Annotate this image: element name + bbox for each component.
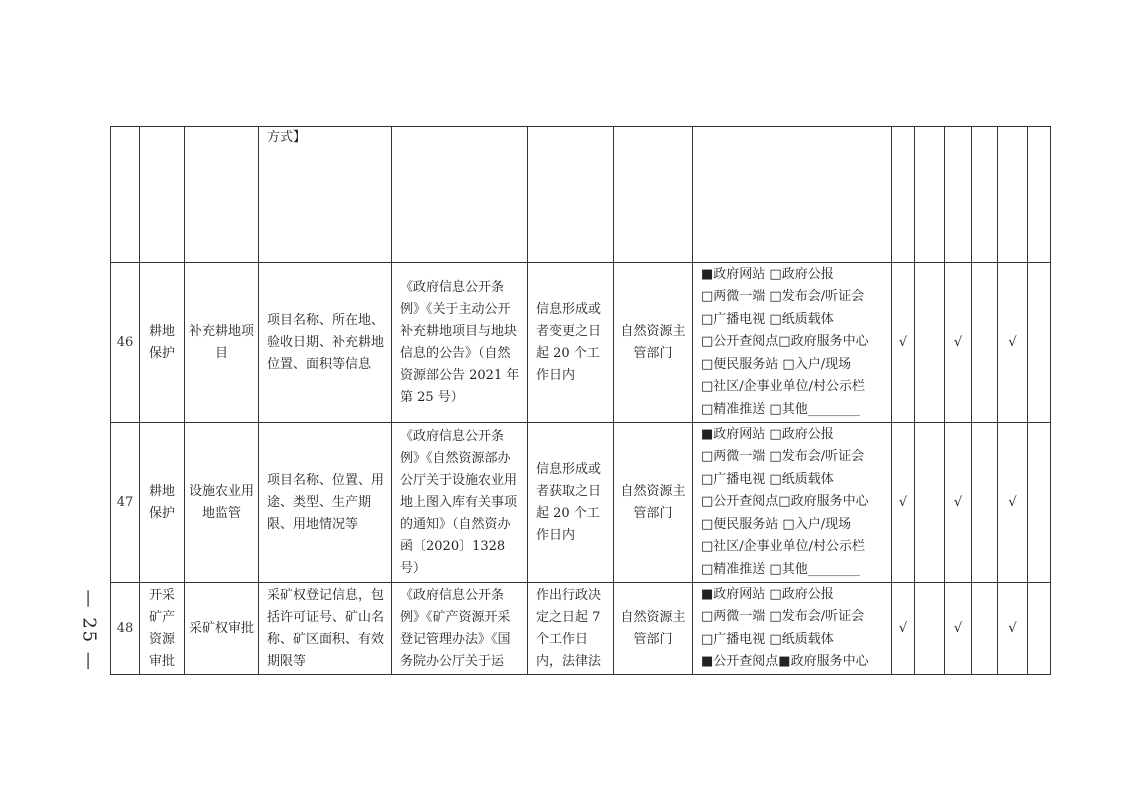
- row-basis: 《政府信息公开条例》《自然资源部办公厅关于设施农业用地上图入库有关事项的通知》（自然资办函〔2020〕1328 号）: [392, 423, 528, 583]
- cell-check: [945, 127, 972, 263]
- row-basis: 《政府信息公开条例》《矿产资源开采登记管理办法》《国务院办公厅关于运: [392, 583, 528, 675]
- channel-line: □公开查阅点□政府服务中心: [701, 494, 869, 510]
- row-subject: 自然资源主管部门: [614, 583, 693, 675]
- channel-line: □精准推送 □其他________: [701, 561, 860, 577]
- check-cell: √: [998, 583, 1028, 675]
- check-cell: [972, 423, 998, 583]
- disclosure-table: [110, 126, 1051, 675]
- row-basis: 《政府信息公开条例》《关于主动公开补充耕地项目与地块信息的公告》（自然资源部公告 2021 年第 25 号）: [392, 263, 528, 423]
- cell-channels: [693, 127, 892, 263]
- channel-line: □两微一端 □发布会/听证会: [701, 609, 865, 625]
- channel-line: □两微一端 □发布会/听证会: [701, 289, 865, 305]
- check-cell: √: [998, 423, 1028, 583]
- table-row: [111, 423, 1051, 583]
- row-item: 设施农业用地监管: [185, 423, 259, 583]
- row-item: 采矿权审批: [185, 583, 259, 675]
- cell-basis: [392, 127, 528, 263]
- row-category: 开采矿产资源审批: [140, 583, 185, 675]
- channel-line: □社区/企事业单位/村公示栏: [701, 379, 866, 395]
- page-number: — 25 —: [78, 589, 100, 672]
- check-cell: [1028, 263, 1051, 423]
- row-category: 耕地保护: [140, 263, 185, 423]
- channel-line: ■政府网站 □政府公报: [701, 586, 834, 602]
- check-cell: √: [945, 583, 972, 675]
- check-cell: √: [892, 423, 915, 583]
- check-cell: [1028, 423, 1051, 583]
- row-number: 46: [111, 263, 140, 423]
- check-cell: √: [892, 583, 915, 675]
- channel-line: ■政府网站 □政府公报: [701, 267, 834, 283]
- channel-line: □便民服务站 □入户/现场: [701, 356, 852, 372]
- cell-check: [915, 127, 945, 263]
- check-cell: [972, 263, 998, 423]
- channel-line: □广播电视 □纸质载体: [701, 631, 834, 647]
- check-cell: [972, 583, 998, 675]
- row-channels: [693, 263, 892, 423]
- cell-check: [972, 127, 998, 263]
- row-subject: 自然资源主管部门: [614, 423, 693, 583]
- table-row: [111, 263, 1051, 423]
- check-cell: [915, 423, 945, 583]
- row-content: 项目名称、所在地、验收日期、补充耕地位置、面积等信息: [259, 263, 392, 423]
- cell-time: [528, 127, 614, 263]
- cell-category: [140, 127, 185, 263]
- cell-item: [185, 127, 259, 263]
- row-channels: [693, 583, 892, 675]
- continued-fragment: 方式】: [267, 130, 307, 145]
- cell-content: [259, 127, 392, 263]
- check-cell: √: [945, 423, 972, 583]
- channel-line: □公开查阅点□政府服务中心: [701, 334, 869, 350]
- row-time: 信息形成或者获取之日起 20 个工作日内: [528, 423, 614, 583]
- row-channels: [693, 423, 892, 583]
- channel-line: ■公开查阅点■政府服务中心: [701, 653, 869, 669]
- row-number: 48: [111, 583, 140, 675]
- row-subject: 自然资源主管部门: [614, 263, 693, 423]
- check-cell: √: [892, 263, 915, 423]
- check-cell: √: [998, 263, 1028, 423]
- cell-subject: [614, 127, 693, 263]
- table-row: [111, 583, 1051, 675]
- channel-line: □广播电视 □纸质载体: [701, 311, 834, 327]
- cell-check: [892, 127, 915, 263]
- row-time: 信息形成或者变更之日起 20 个工作日内: [528, 263, 614, 423]
- row-item: 补充耕地项目: [185, 263, 259, 423]
- row-content: 采矿权登记信息，包括许可证号、矿山名称、矿区面积、有效期限等: [259, 583, 392, 675]
- cell-check: [1028, 127, 1051, 263]
- channel-line: □便民服务站 □入户/现场: [701, 516, 852, 532]
- table-row-continued: [111, 127, 1051, 263]
- row-number: 47: [111, 423, 140, 583]
- cell-check: [998, 127, 1028, 263]
- channel-line: □精准推送 □其他________: [701, 401, 860, 417]
- check-cell: [1028, 583, 1051, 675]
- channel-line: □两微一端 □发布会/听证会: [701, 449, 865, 465]
- check-cell: [915, 263, 945, 423]
- row-category: 耕地保护: [140, 423, 185, 583]
- channel-line: ■政府网站 □政府公报: [701, 427, 834, 443]
- check-cell: [915, 583, 945, 675]
- check-cell: √: [945, 263, 972, 423]
- cell-no: [111, 127, 140, 263]
- channel-line: □社区/企事业单位/村公示栏: [701, 539, 866, 555]
- row-content: 项目名称、位置、用途、类型、生产期限、用地情况等: [259, 423, 392, 583]
- channel-line: □广播电视 □纸质载体: [701, 471, 834, 487]
- row-time: 作出行政决定之日起 7 个工作日内，法律法: [528, 583, 614, 675]
